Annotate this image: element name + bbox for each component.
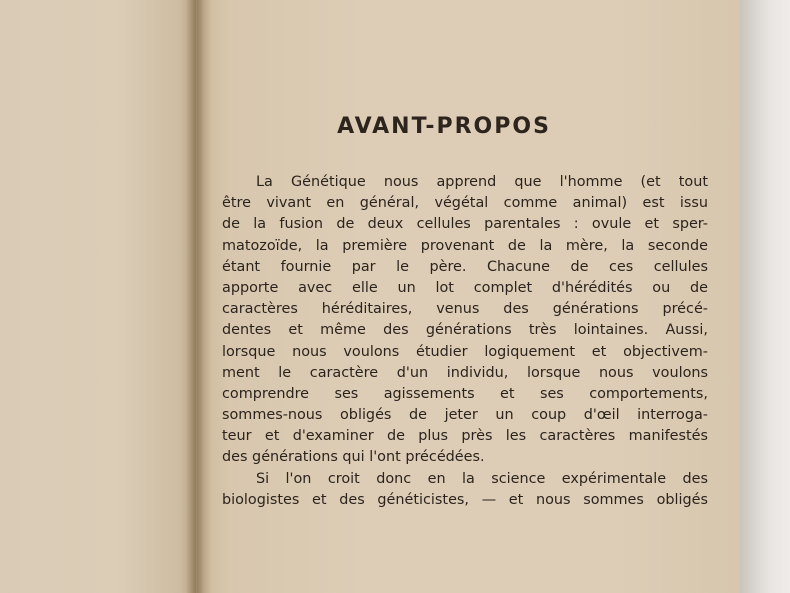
chapter-title: AVANT-PROPOS [337, 114, 551, 139]
text-line: matozoïde, la première provenant de la mère, la seconde [222, 237, 708, 254]
text-line: de la fusion de deux cellules parentales : ovule et sper- [222, 216, 708, 233]
text-line: Si l'on croit donc en la science expérimentale des [256, 470, 708, 487]
text-line: biologistes et des généticistes, — et nous sommes obligés [222, 491, 708, 508]
text-line: caractères héréditaires, venus des générations précé- [222, 301, 708, 318]
text-line: étant fournie par le père. Chacune de ces cellules [222, 258, 708, 275]
text-line: des générations qui l'ont précédées. [222, 449, 485, 466]
text-line: lorsque nous voulons étudier logiquement et objectivem- [222, 343, 708, 360]
left-book-page [0, 0, 196, 593]
text-line: dentes et même des générations très lointaines. Aussi, [222, 322, 708, 339]
body-text [222, 172, 708, 511]
text-line: sommes-nous obligés de jeter un coup d'œil interroga- [222, 407, 708, 424]
text-line: La Génétique nous apprend que l'homme (et tout [256, 174, 708, 190]
text-line: être vivant en général, végétal comme animal) est issu [222, 195, 708, 212]
text-line: teur et d'examiner de plus près les caractères manifestés [222, 428, 708, 445]
text-line: apporte avec elle un lot complet d'hérédités ou de [222, 279, 708, 296]
background-surface [740, 0, 790, 593]
text-line: comprendre ses agissements et ses comportements, [222, 385, 708, 402]
text-line: ment le caractère d'un individu, lorsque nous voulons [222, 364, 708, 381]
book-gutter-shadow [186, 0, 212, 593]
